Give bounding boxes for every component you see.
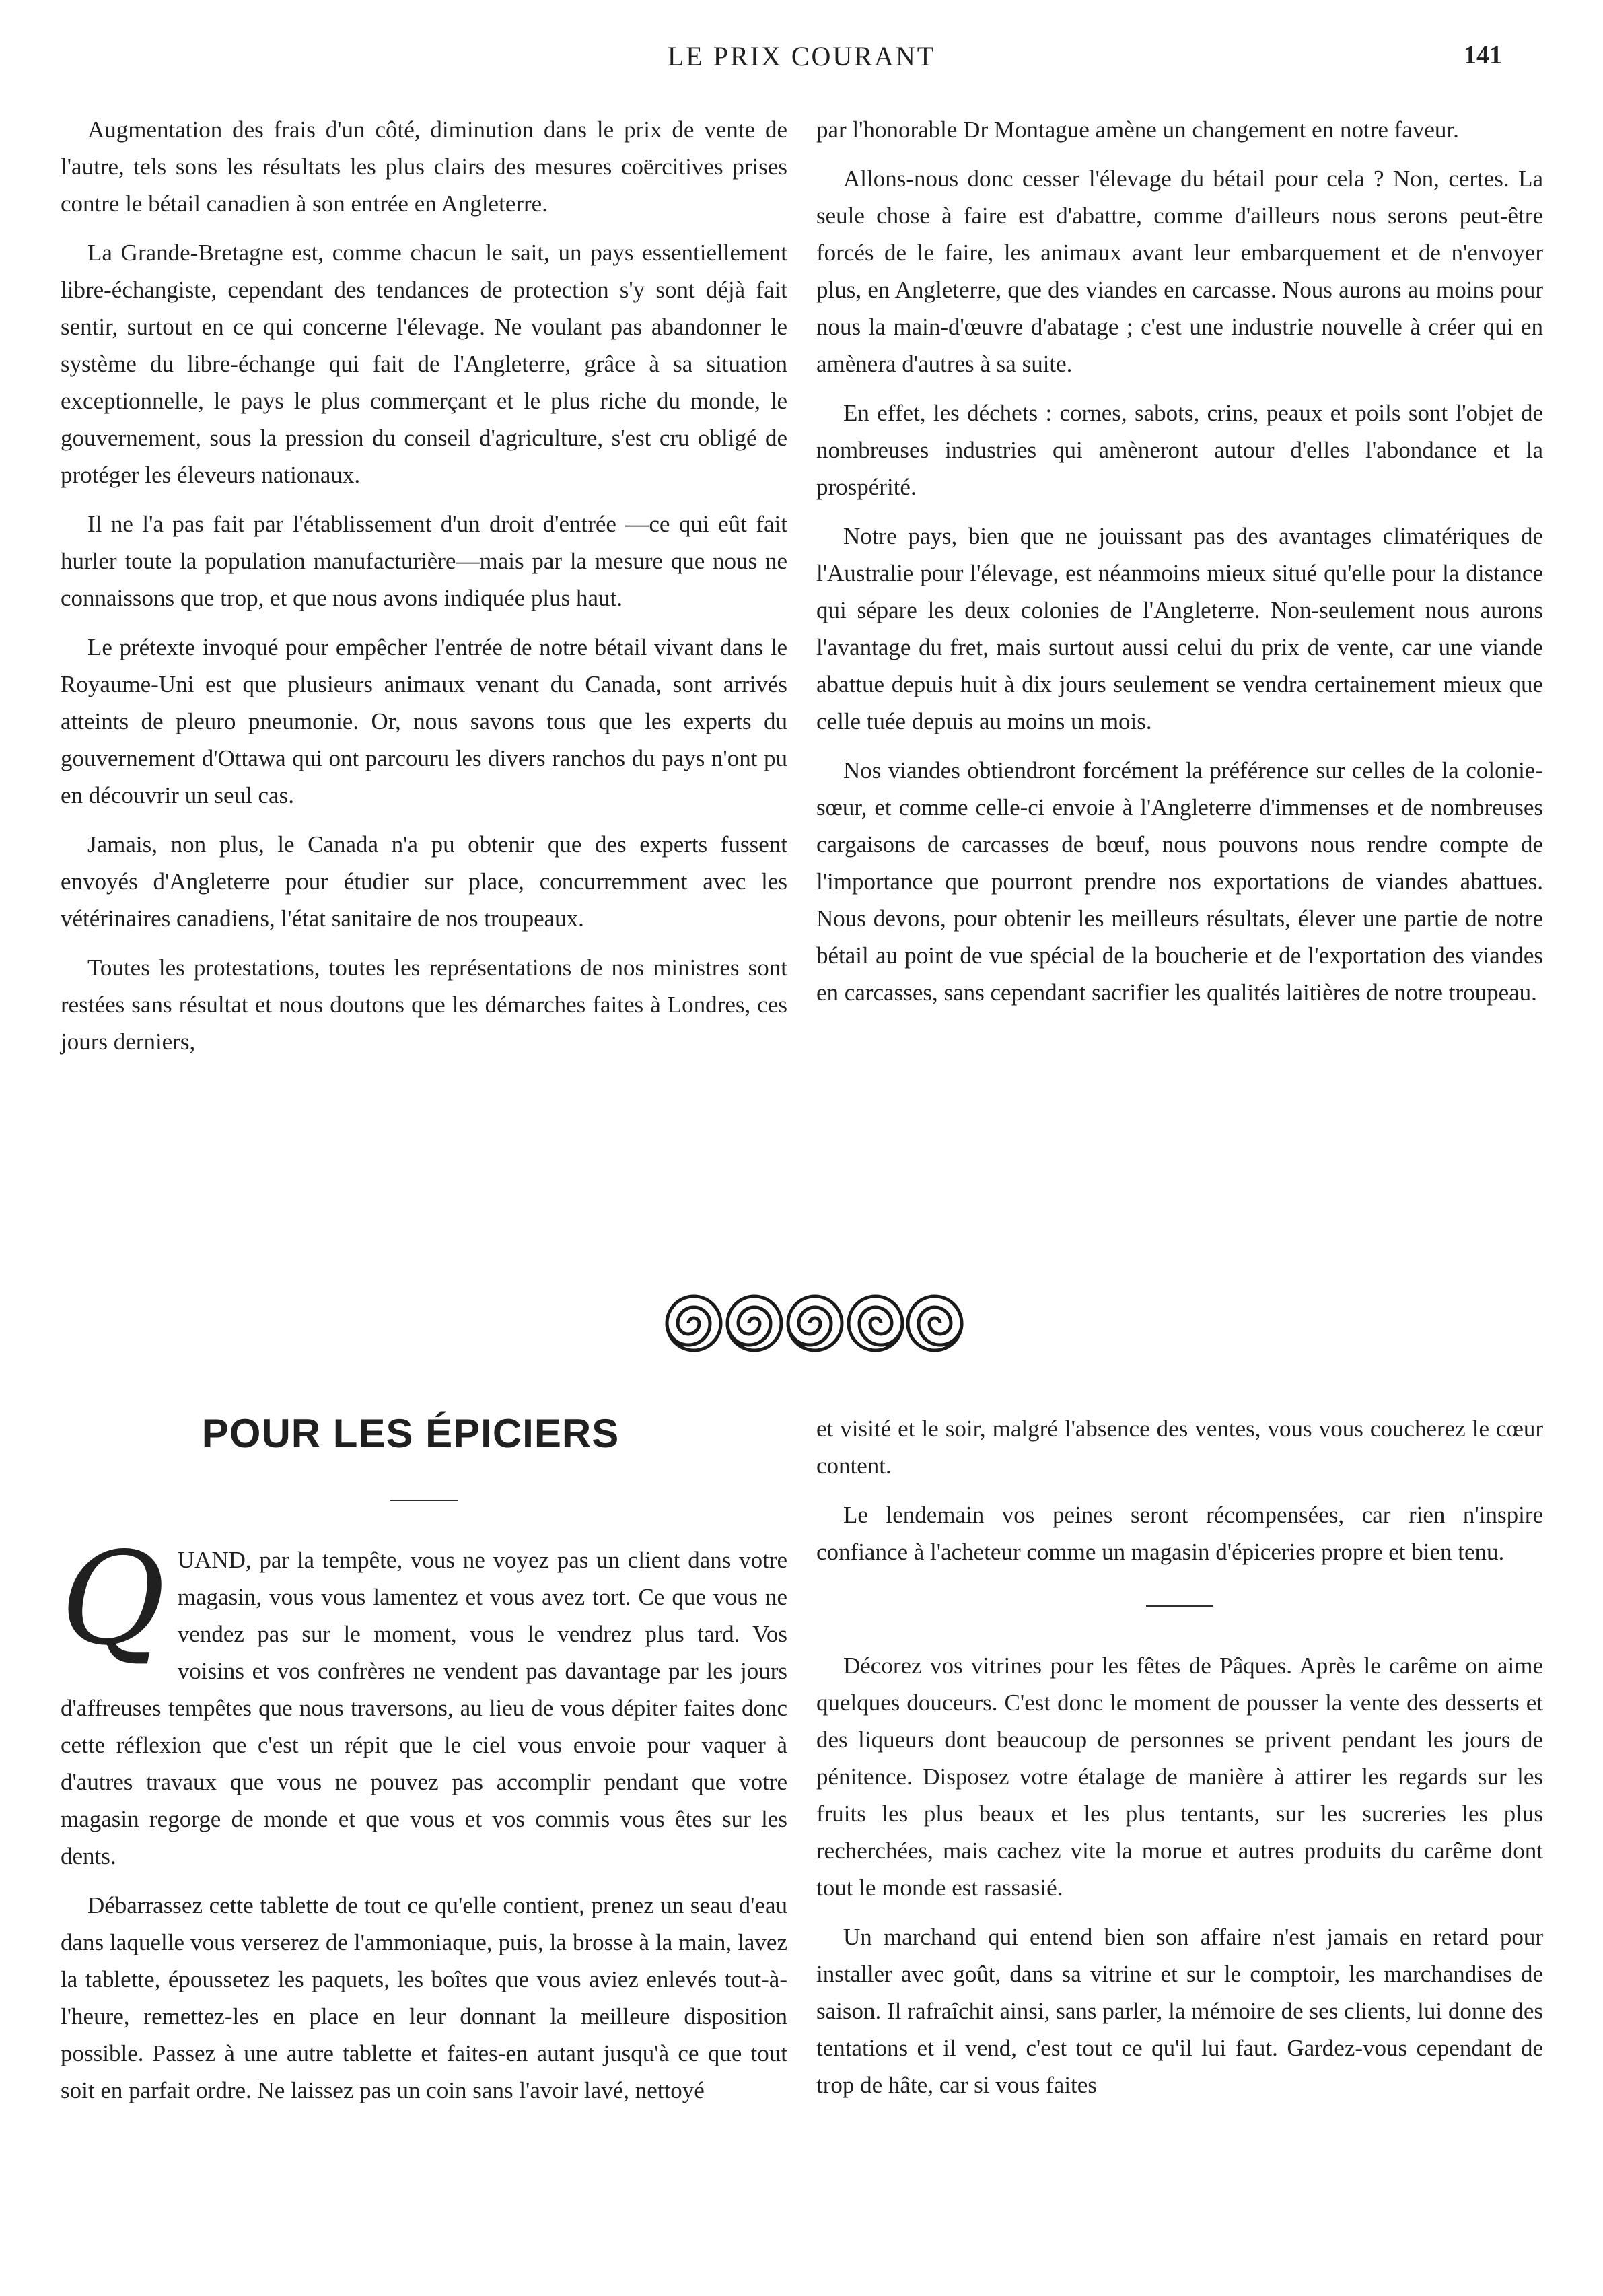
top-article-left-column [61, 111, 787, 1072]
paragraph: Jamais, non plus, le Canada n'a pu obtenir que des experts fussent envoyés d'Angleterre pour étudier sur place, concurremment avec les vétérinaires canadiens, l'état sanitaire de nos troupeaux. [61, 831, 787, 932]
paragraph: Le lendemain vos peines seront récompensées, car rien n'inspire confiance à l'acheteur comme un magasin d'épiceries propre et bien tenu. [816, 1502, 1543, 1565]
paragraph: par l'honorable Dr Montague amène un changement en notre faveur. [816, 116, 1459, 143]
opening-paragraph [61, 1525, 787, 1875]
section-divider [1146, 1605, 1213, 1607]
opening-paragraph-text: UAND, par la tempête, vous ne voyez pas un client dans votre magasin, vous vous lamentez et vous avez tort. Ce que vous ne vendez pas sur le moment, vous le vendrez plus tard. Vos voisins et vos confrères ne vendent pas davantage par les jours d'affreuses tempêtes que nous traversons, au lieu de vous dépiter faites donc cette réflexion que c'est un répit que le ciel vous envoie pour vaquer à d'autres travaux que vous ne pouvez pas accomplir pendant que votre magasin regorge de monde et que vous et vos commis vous êtes sur les dents. [61, 1547, 787, 1869]
page-number: 141 [1464, 41, 1502, 69]
paragraph: Le prétexte invoqué pour empêcher l'entrée de notre bétail vivant dans le Royaume-Uni est que plusieurs animaux venant du Canada, sont arrivés atteints de pleuro pneumonie. Or, nous savons tous que les experts du gouvernement d'Ottawa qui ont parcouru les divers ranchos du pays n'ont pu en découvrir un seul cas. [61, 634, 787, 808]
paragraph: La Grande-Bretagne est, comme chacun le sait, un pays essentiellement libre-échangiste, cependant des tendances de protection s'y sont déjà fait sentir, surtout en ce qui concerne l'élevage. Ne voulant pas abandonner le système du libre-échange qui fait de l'Angleterre, grâce à sa situation exceptionnelle, le pays le plus commerçant et le plus riche du monde, le gouvernement, sous la pression du conseil d'agriculture, s'est cru obligé de protéger les éleveurs nationaux. [61, 240, 787, 488]
paragraph: Notre pays, bien que ne jouissant pas des avantages climatériques de l'Australie pour l'élevage, est néanmoins mieux situé qu'elle pour la distance qui sépare les deux colonies de l'Angleterre. Non-seulement nous aurons l'avantage du fret, mais surtout aussi celui du prix de vente, car une viande abattue depuis huit à dix jours seulement se vendra certainement mieux que celle tuée depuis au moins un mois. [816, 523, 1543, 734]
title-divider [390, 1500, 458, 1501]
paragraph: En effet, les déchets : cornes, sabots, crins, peaux et poils sont l'objet de nombreuses industries qui amèneront autour d'elles l'abondance et la prospérité. [816, 400, 1543, 500]
top-article-right-column [816, 111, 1543, 1023]
paragraph: et visité et le soir, malgré l'absence des ventes, vous vous coucherez le cœur content. [816, 1416, 1543, 1479]
spiral-ornament-icon [663, 1292, 966, 1354]
paragraph: Allons-nous donc cesser l'élevage du bétail pour cela ? Non, certes. La seule chose à faire est d'abattre, comme d'ailleurs nous serons peut-être forcés de le faire, les animaux avant leur embarquement et de n'envoyer plus, en Angleterre, que des viandes en carcasse. Nous aurons au moins pour nous la main-d'œuvre d'abatage ; c'est une industrie nouvelle à créer qui en amènera d'autres à sa suite. [816, 166, 1543, 377]
drop-cap: Q [61, 1525, 166, 1673]
paragraph: Débarrassez cette tablette de tout ce qu'elle contient, prenez un seau d'eau dans laquelle vous verserez de l'ammoniaque, puis, la brosse à la main, lavez la tablette, époussetez les paquets, les boîtes que vous aviez enlevés tout-à-l'heure, remettez-les en place en leur donnant la meilleure disposition possible. Passez à une autre tablette et faites-en autant jusqu'à ce que tout soit en parfait ordre. Ne laissez pas un coin sans l'avoir lavé, nettoyé [61, 1892, 787, 2103]
bottom-article-left-column [61, 1525, 787, 2121]
paragraph: Décorez vos vitrines pour les fêtes de Pâques. Après le carême on aime quelques douceurs. C'est donc le moment de pousser la vente des desserts et des liqueurs dont beaucoup de personnes se privent pendant les jours de pénitence. Disposez votre étalage de manière à attirer les regards sur les fruits les plus beaux et les plus tentants, sur les sucreries les plus recherchées, mais cachez vite la morue et autres produits du carême dont tout le monde est rassasié. [816, 1653, 1543, 1901]
running-header: LE PRIX COURANT [667, 41, 936, 71]
paragraph: Nos viandes obtiendront forcément la préférence sur celles de la colonie-sœur, et comme celle-ci envoie à l'Angleterre d'immenses et de nombreuses cargaisons de carcasses de bœuf, nous pouvons nous rendre compte de l'importance que pourront prendre nos exportations de viandes abattues. Nous devons, pour obtenir les meilleurs résultats, élever une partie de notre bétail au point de vue spécial de la boucherie et de l'exportation des viandes en carcasses, sans cependant sacrifier les qualités laitières de notre troupeau. [816, 757, 1543, 1006]
paragraph: Toutes les protestations, toutes les représentations de nos ministres sont restées sans résultat et nous doutons que les démarches faites à Londres, ces jours derniers, [61, 954, 787, 1055]
section-title: POUR LES ÉPICIERS [201, 1411, 620, 1456]
bottom-article-right-column [816, 1410, 1543, 2116]
paragraph: Augmentation des frais d'un côté, diminution dans le prix de vente de l'autre, tels sons les résultats les plus clairs des mesures coërcitives prises contre le bétail canadien à son entrée en Angleterre. [61, 116, 787, 217]
paragraph: Un marchand qui entend bien son affaire n'est jamais en retard pour installer avec goût, dans sa vitrine et sur le comptoir, les marchandises de saison. Il rafraîchit ainsi, sans parler, la mémoire de ses clients, lui donne des tentations et il vend, c'est tout ce qu'il lui faut. Gardez-vous cependant de trop de hâte, car si vous faites [816, 1924, 1543, 2098]
paragraph: Il ne l'a pas fait par l'établissement d'un droit d'entrée —ce qui eût fait hurler toute la population manufacturière—mais par la mesure que nous ne connaissons que trop, et que nous avons indiquée plus haut. [61, 511, 787, 611]
